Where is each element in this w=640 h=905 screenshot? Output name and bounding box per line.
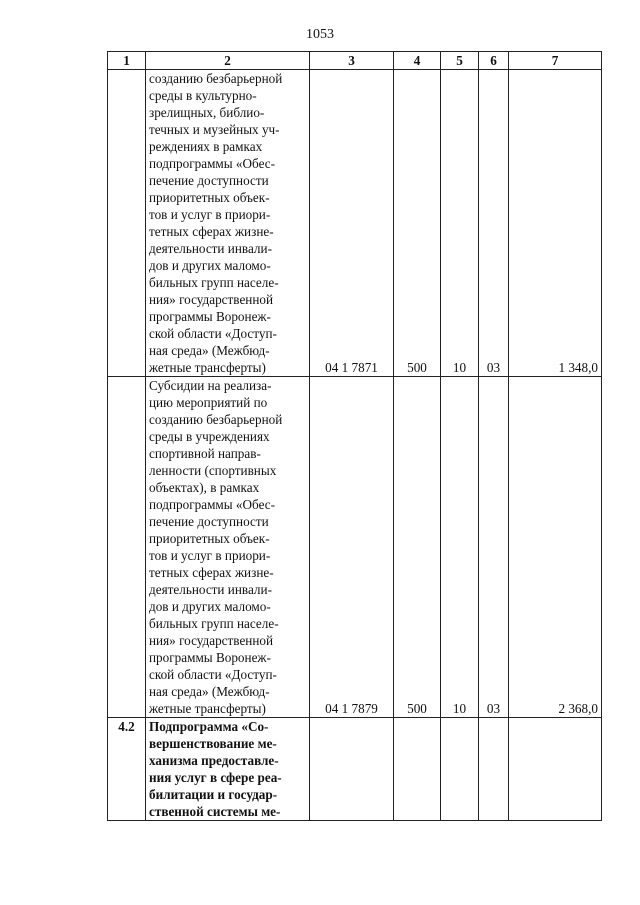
description-cell: Подпрограмма «Со- вершенствование ме- ханизма предоставле- ния услуг в сфере реа- билитации и государ- ственной системы ме- — [146, 718, 310, 821]
amount-cell: 1 348,0 — [509, 70, 602, 377]
col-header: 5 — [441, 52, 479, 70]
description-cell: Субсидии на реализа- цию мероприятий по созданию безбарьерной среды в учреждениях спортивной направ- ленности (спортивных объектах), в рамках подпрограммы «Обес- печение доступности приоритетных объек- тов и услуг в приори- тетных сферах жизне- деятельности инвали- дов и других маломо- бильных групп населе- ния» государственной программы Воронеж- ской области «Доступ- ная среда» (Межбюд- жетные трансферты) — [146, 377, 310, 718]
section-cell: 10 — [441, 377, 479, 718]
col-header: 1 — [108, 52, 146, 70]
expense-type-cell: 500 — [394, 70, 441, 377]
amount-cell — [509, 718, 602, 821]
col-header: 7 — [509, 52, 602, 70]
section-cell — [441, 718, 479, 821]
col-header: 2 — [146, 52, 310, 70]
expense-type-cell — [394, 718, 441, 821]
budget-table — [107, 51, 602, 821]
table-row — [108, 377, 602, 718]
row-number-cell — [108, 377, 146, 718]
amount-cell: 2 368,0 — [509, 377, 602, 718]
section-cell: 10 — [441, 70, 479, 377]
table-row — [108, 718, 602, 821]
table-header-row — [108, 52, 602, 70]
code-cell: 04 1 7871 — [310, 70, 394, 377]
page-number: 1053 — [306, 27, 334, 42]
col-header: 6 — [479, 52, 509, 70]
col-header: 3 — [310, 52, 394, 70]
table-row — [108, 70, 602, 377]
code-cell: 04 1 7879 — [310, 377, 394, 718]
expense-type-cell: 500 — [394, 377, 441, 718]
subsection-cell — [479, 718, 509, 821]
code-cell — [310, 718, 394, 821]
row-number-cell — [108, 70, 146, 377]
row-number-cell: 4.2 — [108, 718, 146, 821]
subsection-cell: 03 — [479, 70, 509, 377]
description-cell: созданию безбарьерной среды в культурно- зрелищных, библио- течных и музейных уч- реждениях в рамках подпрограммы «Обес- печение доступности приоритетных объек- тов и услуг в приори- тетных сферах жизне- деятельности инвали- дов и других маломо- бильных групп населе- ния» государственной программы Воронеж- ской области «Доступ- ная среда» (Межбюд- жетные трансферты) — [146, 70, 310, 377]
col-header: 4 — [394, 52, 441, 70]
subsection-cell: 03 — [479, 377, 509, 718]
